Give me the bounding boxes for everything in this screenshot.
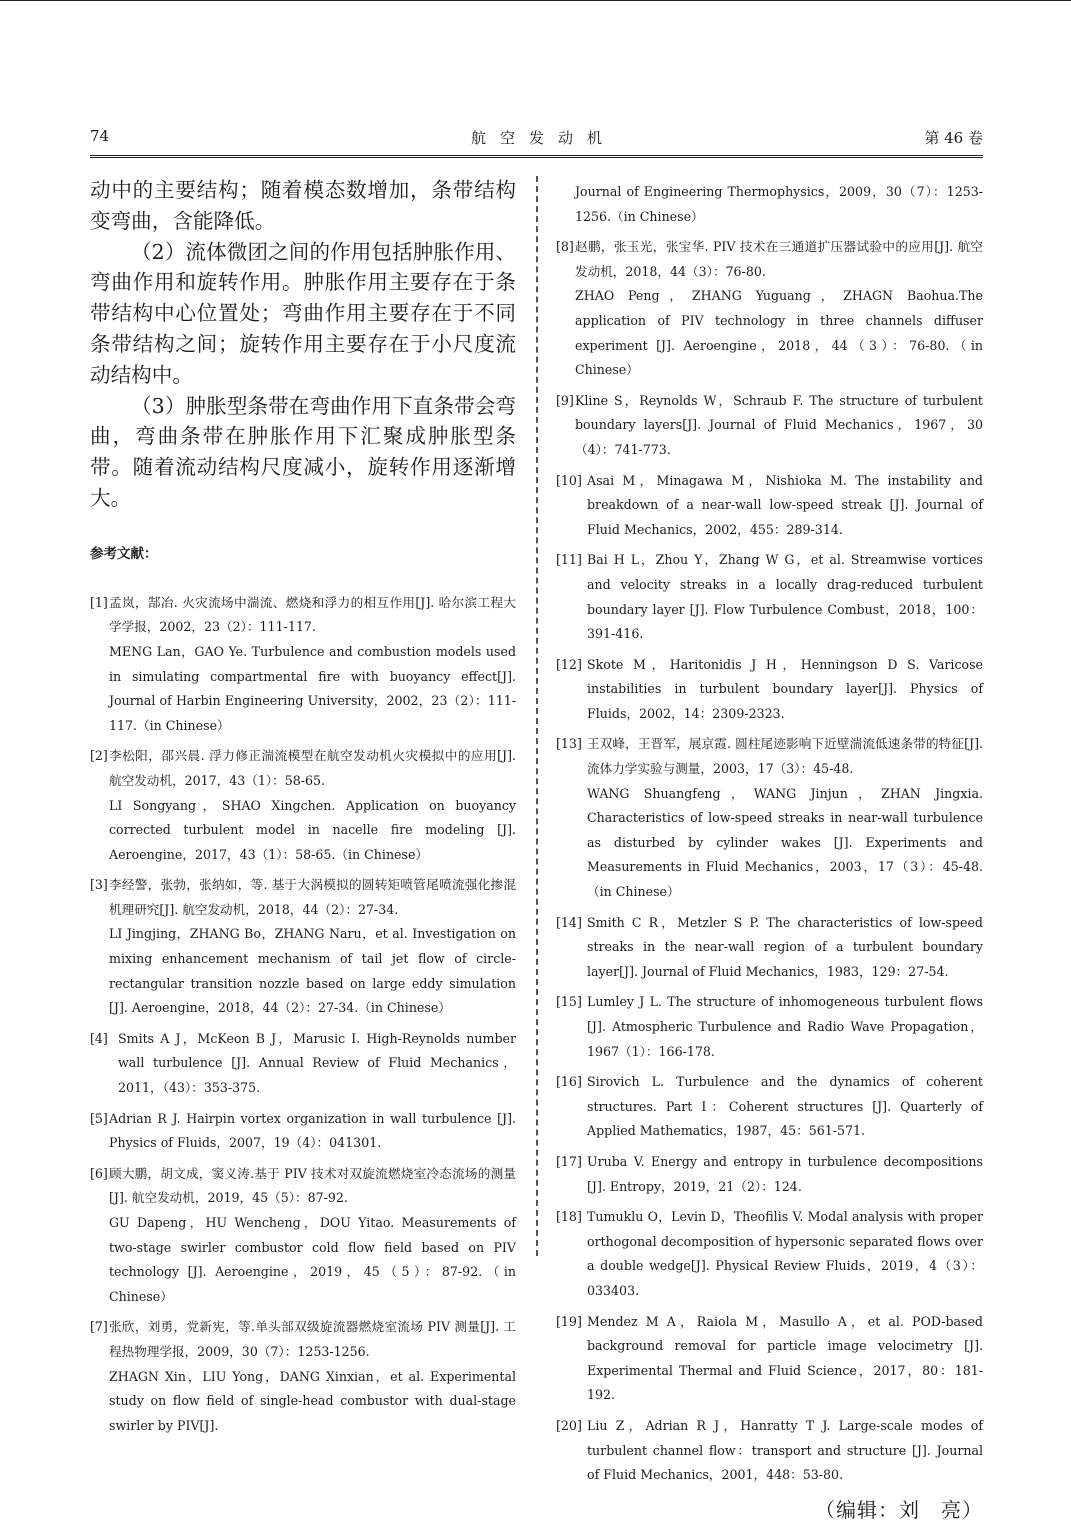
reference-number: [17] <box>556 1153 582 1169</box>
reference-item <box>556 1310 983 1408</box>
reference-english-text: Skote M，Haritonidis J H，Henningson D S. Varicose instabilities in turbulent boundary layer[J]. Physics of Fluids，2002，14：2309-2323. <box>587 656 983 721</box>
reference-chinese-text: 李松阳，邵兴晨. 浮力修正湍流模型在航空发动机火灾模拟中的应用[J]. 航空发动机，2017，43（1）：58-65. <box>109 748 516 788</box>
journal-title: 航空发动机 <box>470 129 616 147</box>
reference-chinese-text: 孟岚，郜冶. 火灾流场中湍流、燃烧和浮力的相互作用[J]. 哈尔滨工程大学学报，2002，23（2）：111-117. <box>109 594 516 635</box>
reference-english-text: Kline S，Reynolds W，Schraub F. The structure of turbulent boundary layers[J]. Journal of Fluid Mechanics，1967，30（4）：741-773. <box>575 392 983 457</box>
reference-item <box>556 389 983 463</box>
volume-label: 第 46 卷 <box>924 129 983 147</box>
reference-item <box>556 732 983 904</box>
reference-english-text: Mendez M A，Raiola M，Masullo A，et al. POD-based background removal for particle image velocimetry [J]. Experimental Thermal and Fluid Science，2017，80：181-192. <box>587 1313 983 1403</box>
reference-item <box>556 990 983 1064</box>
reference-chinese-text: 张欣，刘勇，党新宪，等.单头部双级旋流器燃烧室流场 PIV 测量[J]. 工程热物理学报，2009，30（7）：1253-1256. <box>109 1319 516 1359</box>
reference-english-text: Lumley J L. The structure of inhomogeneous turbulent flows [J]. Atmospheric Turbulence and Radio Wave Propagation，1967（1）：166-178. <box>587 994 983 1059</box>
header-rule <box>90 155 983 158</box>
reference-item <box>556 1205 983 1303</box>
reference-item <box>556 911 983 985</box>
reference-english-text: Asai M，Minagawa M，Nishioka M. The instability and breakdown of a near-wall low-speed streak [J]. Journal of Fluid Mechanics，2002，455：289-314. <box>587 472 983 537</box>
editor-note: （编辑：刘 亮） <box>815 1497 983 1522</box>
reference-number: [19] <box>556 1313 582 1329</box>
reference-item <box>90 873 516 1021</box>
reference-english-text: Tumuklu O，Levin D，Theofilis V. Modal analysis with proper orthogonal decomposition of hypersonic separated flows over a double wedge[J]. Physical Review Fluids，2019，4（3）：033403. <box>587 1209 983 1298</box>
reference-english-text: Uruba V. Energy and entropy in turbulence decompositions [J]. Entropy，2019，21（2）：124. <box>587 1153 983 1194</box>
reference-chinese-text: 赵鹏，张玉光，张宝华. PIV 技术在三通道扩压器试验中的应用[J]. 航空发动机，2018，44（3）：76-80. <box>575 239 983 279</box>
reference-number: [20] <box>556 1417 582 1433</box>
reference-number: [3] <box>90 877 108 893</box>
reference-number: [6] <box>90 1165 108 1181</box>
reference-english-text: ZHAO Peng，ZHANG Yuguang，ZHAGN Baohua.The application of PIV technology in three channels diffuser experiment [J]. Aeroengine，2018，44（3）：76-80.（in Chinese） <box>575 288 983 378</box>
reference-number: [2] <box>90 748 108 764</box>
references-title: 参考文献： <box>90 545 158 562</box>
page-number: 74 <box>90 127 110 145</box>
reference-number: [13] <box>556 736 582 752</box>
reference-chinese-text: 顾大鹏，胡文成，窦义涛.基于 PIV 技术对双旋流燃烧室冷态流场的测量[J]. 航空发动机，2019，45（5）：87-92. <box>109 1165 516 1206</box>
left-column <box>90 175 516 1444</box>
reference-number: [16] <box>556 1074 582 1090</box>
reference-item <box>556 1414 983 1488</box>
reference-7-continued: Journal of Engineering Thermophysics，2009，30（7）：1253-1256.（in Chinese） <box>575 184 983 224</box>
reference-english-text: ZHAGN Xin，LIU Yong，DANG Xinxian，et al. Experimental study on flow field of single-head combustor with dual-stage swirler by PIV[J]. <box>109 1368 516 1433</box>
reference-number: [8] <box>556 239 574 255</box>
reference-english-text: Smits A J，McKeon B J，Marusic I. High-Reynolds number wall turbulence [J]. Annual Review of Fluid Mechanics，2011，（43）：353-375. <box>118 1030 516 1096</box>
page-header <box>90 127 983 153</box>
reference-number: [11] <box>556 552 582 568</box>
reference-item <box>90 1315 516 1438</box>
reference-english-text: MENG Lan，GAO Ye. Turbulence and combustion models used in simulating compartmental fire with buoyancy effect[J]. Journal of Harbin Engineering University，2002，23（2）：111-117.（in Chinese） <box>109 643 516 733</box>
reference-chinese-text: 李经警，张勃，张纳如，等. 基于大涡模拟的圆转矩喷管尾喷流强化掺混机理研究[J]. 航空发动机，2018，44（2）：27-34. <box>109 877 516 917</box>
reference-number: [10] <box>556 472 582 488</box>
reference-english-text: Smith C R，Metzler S P. The characteristics of low-speed streaks in the near-wall region of a turbulent boundary layer[J]. Journal of Fluid Mechanics，1983，129：27-54. <box>587 914 983 979</box>
column-divider <box>536 176 538 1256</box>
reference-english-text: GU Dapeng，HU Wencheng，DOU Yitao. Measurements of two-stage swirler combustor cold flow field based on PIV technology [J]. Aeroengine，2019，45（5）：87-92.（in Chinese） <box>109 1215 516 1304</box>
reference-number: [12] <box>556 656 582 672</box>
reference-english-text: Liu Z，Adrian R J，Hanratty T J. Large-scale modes of turbulent channel flow：transport and structure [J]. Journal of Fluid Mechanics，2001，448：53-80. <box>587 1417 983 1483</box>
reference-english-text: Adrian R J. Hairpin vortex organization in wall turbulence [J]. Physics of Fluids，2007，19（4）：041301. <box>109 1110 516 1151</box>
top-border <box>0 0 1071 1</box>
right-column <box>556 180 983 1523</box>
reference-english-text: LI Jingjing，ZHANG Bo，ZHANG Naru，et al. Investigation on mixing enhancement mechanism of tail jet flow of circle-rectangular transition nozzle based on large eddy simulation [J]. Aeroengine，2018，44（2）：27-34.（in Chinese） <box>109 926 516 1016</box>
reference-english-text: WANG Shuangfeng，WANG Jinjun，ZHAN Jingxia. Characteristics of low-speed streaks in near-wall turbulence as disturbed by cylinder wakes [J]. Experiments and Measurements in Fluid Mechanics，2003，17（3）：45-48.（in Chinese） <box>587 785 983 900</box>
reference-number: [14] <box>556 914 582 930</box>
references-list-left <box>90 591 516 1439</box>
conclusion-paragraph-3: （3）肿胀型条带在弯曲作用下直条带会弯曲，弯曲条带在肿胀作用下汇聚成肿胀型条带。随着流动结构尺度减小，旋转作用逐渐增大。 <box>90 393 516 510</box>
conclusion-paragraph-2: （2）流体微团之间的作用包括肿胀作用、弯曲作用和旋转作用。肿胀作用主要存在于条带结构中心位置处；弯曲作用主要存在于不同条带结构之间；旋转作用主要存在于小尺度流动结构中。 <box>90 239 516 387</box>
reference-number: [18] <box>556 1209 582 1225</box>
reference-item <box>556 1070 983 1144</box>
reference-number: [4] <box>90 1030 108 1046</box>
reference-number: [5] <box>90 1110 108 1126</box>
reference-item <box>556 469 983 543</box>
reference-item <box>90 1162 516 1310</box>
reference-number: [7] <box>90 1319 108 1335</box>
reference-chinese-text: 王双峰，王晋军，展京霞. 圆柱尾迹影响下近壁湍流低速条带的特征[J]. 流体力学实验与测量，2003，17（3）：45-48. <box>587 736 983 777</box>
reference-item <box>90 1027 516 1101</box>
reference-item <box>90 744 516 867</box>
reference-item <box>556 653 983 727</box>
reference-item <box>90 1107 516 1156</box>
reference-number: [9] <box>556 392 574 408</box>
reference-number: [15] <box>556 994 582 1010</box>
reference-english-text: LI Songyang，SHAO Xingchen. Application on buoyancy corrected turbulent model in nacelle fire modeling [J]. Aeroengine，2017，43（1）：58-65.（in Chinese） <box>109 797 516 862</box>
reference-item <box>556 235 983 383</box>
conclusion-paragraph-1: 动中的主要结构；随着模态数增加，条带结构变弯曲，含能降低。 <box>90 178 516 233</box>
reference-item <box>556 548 983 646</box>
reference-item <box>90 591 516 739</box>
reference-item <box>556 1150 983 1199</box>
reference-english-text: Bai H L，Zhou Y，Zhang W G，et al. Streamwise vortices and velocity streaks in a locally drag-reduced turbulent boundary layer [J]. Flow Turbulence Combust，2018，100：391-416. <box>587 552 983 642</box>
references-list-right <box>556 235 983 1488</box>
reference-number: [1] <box>90 594 108 610</box>
reference-english-text: Sirovich L. Turbulence and the dynamics of coherent structures. Part I：Coherent structures [J]. Quarterly of Applied Mathematics，1987，45：561-571. <box>587 1074 983 1139</box>
